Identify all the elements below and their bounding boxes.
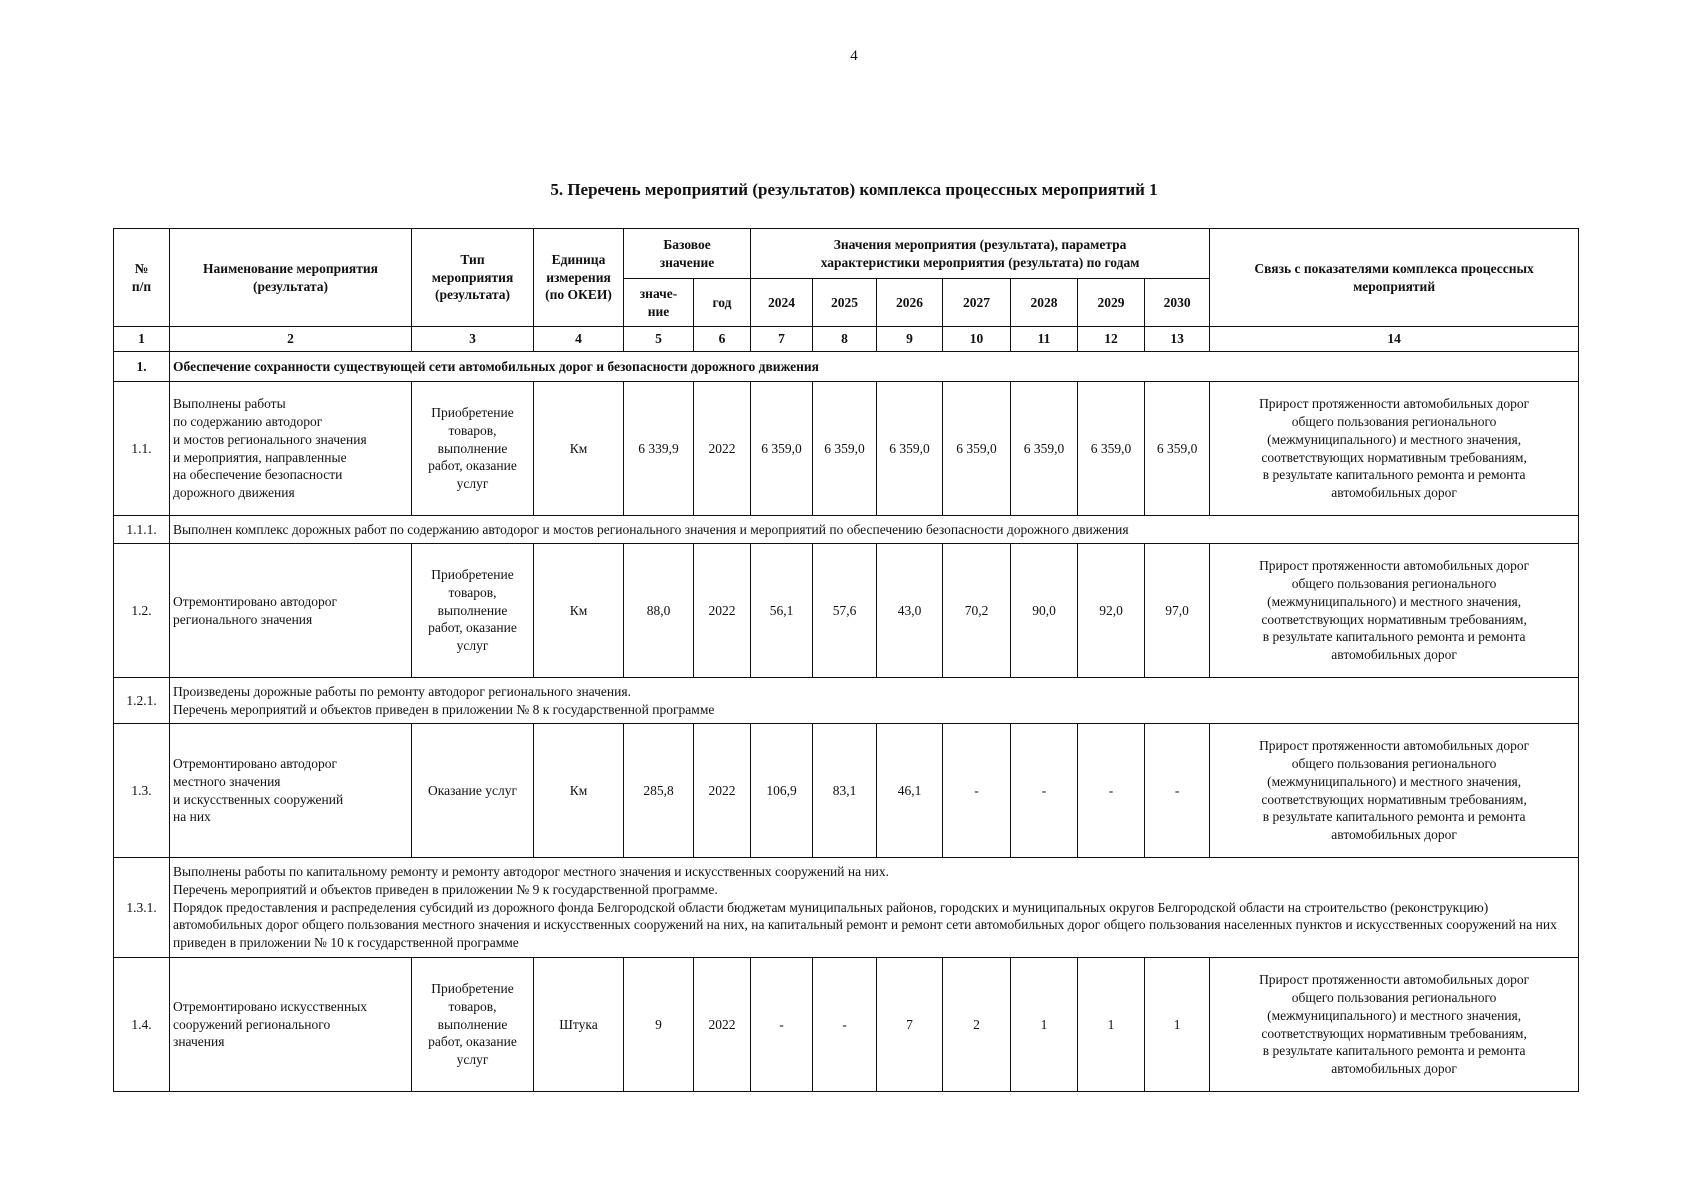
- sub-row-num: 1.3.1.: [114, 858, 170, 958]
- column-number: 1: [114, 327, 170, 352]
- row-value: -: [943, 724, 1011, 858]
- row-num: 1.4.: [114, 958, 170, 1092]
- column-numbers-row: [114, 327, 1579, 352]
- row-unit: Км: [534, 544, 624, 678]
- header-name: Наименование мероприятия (результата): [170, 229, 412, 327]
- row-base-year: 2022: [694, 382, 751, 516]
- row-value: 97,0: [1145, 544, 1210, 678]
- row-base-year: 2022: [694, 958, 751, 1092]
- table-row: [114, 544, 1579, 678]
- header-year: 2024: [751, 279, 813, 327]
- header-year: 2028: [1011, 279, 1078, 327]
- row-num: 1.1.: [114, 382, 170, 516]
- row-value: 83,1: [813, 724, 877, 858]
- header-year: 2025: [813, 279, 877, 327]
- events-table: [113, 228, 1579, 1092]
- header-base: Базовое значение: [624, 229, 751, 279]
- row-base-year: 2022: [694, 724, 751, 858]
- row-base-value: 6 339,9: [624, 382, 694, 516]
- row-value: -: [813, 958, 877, 1092]
- row-num: 1.2.: [114, 544, 170, 678]
- row-value: -: [751, 958, 813, 1092]
- row-value: 106,9: [751, 724, 813, 858]
- row-name: Отремонтировано автодорог регионального значения: [170, 544, 412, 678]
- row-value: 43,0: [877, 544, 943, 678]
- row-value: -: [1011, 724, 1078, 858]
- header-base-value: значе- ние: [624, 279, 694, 327]
- row-value: -: [1145, 724, 1210, 858]
- column-number: 11: [1011, 327, 1078, 352]
- row-value: 56,1: [751, 544, 813, 678]
- row-unit: Км: [534, 724, 624, 858]
- row-value: 1: [1145, 958, 1210, 1092]
- column-number: 13: [1145, 327, 1210, 352]
- header-year: 2026: [877, 279, 943, 327]
- row-value: 6 359,0: [1145, 382, 1210, 516]
- sub-row-text: Выполнены работы по капитальному ремонту и ремонту автодорог местного значения и искусственных сооружений на них. Перечень мероприятий и объектов приведен в приложении № 9 к государственной программе. Порядок предоставления и распределения субсидий из дорожного фонда Белгородской области бюджетам муниципальных районов, городских и муниципальных округов Белгородской области на строительство (реконструкцию) автомобильных дорог общего пользования местного значения и искусственных сооружений на них, на капитальный ремонт и ремонт сети автомобильных дорог общего пользования населенных пунктов и искусственных сооружений на них приведен в приложении № 10 к государственной программе: [170, 858, 1579, 958]
- header-year: 2029: [1078, 279, 1145, 327]
- document-title: 5. Перечень мероприятий (результатов) комплекса процессных мероприятий 1: [550, 180, 1158, 199]
- row-value: 46,1: [877, 724, 943, 858]
- header-base-year: год: [694, 279, 751, 327]
- table-row: [114, 724, 1579, 858]
- column-number: 3: [412, 327, 534, 352]
- row-base-value: 285,8: [624, 724, 694, 858]
- column-number: 14: [1210, 327, 1579, 352]
- row-value: 92,0: [1078, 544, 1145, 678]
- row-value: 2: [943, 958, 1011, 1092]
- header-link: Связь с показателями комплекса процессных мероприятий: [1210, 229, 1579, 327]
- row-base-value: 9: [624, 958, 694, 1092]
- column-number: 7: [751, 327, 813, 352]
- column-number: 12: [1078, 327, 1145, 352]
- row-link: Прирост протяженности автомобильных дорог общего пользования регионального (межмуниципального) и местного значения, соответствующих нормативным требованиям, в результате капитального ремонта и ремонта автомобильных дорог: [1210, 958, 1579, 1092]
- row-num: 1.3.: [114, 724, 170, 858]
- row-value: 1: [1078, 958, 1145, 1092]
- sub-row-text: Произведены дорожные работы по ремонту автодорог регионального значения. Перечень мероприятий и объектов приведен в приложении № 8 к государственной программе: [170, 678, 1579, 724]
- row-link: Прирост протяженности автомобильных дорог общего пользования регионального (межмуниципального) и местного значения, соответствующих нормативным требованиям, в результате капитального ремонта и ремонта автомобильных дорог: [1210, 544, 1579, 678]
- column-number: 4: [534, 327, 624, 352]
- column-number: 6: [694, 327, 751, 352]
- row-value: 6 359,0: [813, 382, 877, 516]
- row-type: Приобретение товаров, выполнение работ, оказание услуг: [412, 544, 534, 678]
- sub-row-text: Выполнен комплекс дорожных работ по содержанию автодорог и мостов регионального значения и мероприятий по обеспечению безопасности дорожного движения: [170, 516, 1579, 544]
- header-unit: Единица измерения (по ОКЕИ): [534, 229, 624, 327]
- row-link: Прирост протяженности автомобильных дорог общего пользования регионального (межмуниципального) и местного значения, соответствующих нормативным требованиям, в результате капитального ремонта и ремонта автомобильных дорог: [1210, 724, 1579, 858]
- row-value: 6 359,0: [943, 382, 1011, 516]
- column-number: 9: [877, 327, 943, 352]
- section-num: 1.: [114, 352, 170, 382]
- section-title: Обеспечение сохранности существующей сети автомобильных дорог и безопасности дорожного движения: [170, 352, 1579, 382]
- row-value: 6 359,0: [1011, 382, 1078, 516]
- sub-row: [114, 516, 1579, 544]
- row-link: Прирост протяженности автомобильных дорог общего пользования регионального (межмуниципального) и местного значения, соответствующих нормативным требованиям, в результате капитального ремонта и ремонта автомобильных дорог: [1210, 382, 1579, 516]
- row-unit: Км: [534, 382, 624, 516]
- sub-row: [114, 858, 1579, 958]
- row-value: -: [1078, 724, 1145, 858]
- row-value: 6 359,0: [1078, 382, 1145, 516]
- column-number: 10: [943, 327, 1011, 352]
- row-base-year: 2022: [694, 544, 751, 678]
- row-name: Отремонтировано искусственных сооружений регионального значения: [170, 958, 412, 1092]
- sub-row: [114, 678, 1579, 724]
- row-value: 57,6: [813, 544, 877, 678]
- row-value: 7: [877, 958, 943, 1092]
- section-row: [114, 352, 1579, 382]
- column-number: 8: [813, 327, 877, 352]
- row-type: Приобретение товаров, выполнение работ, оказание услуг: [412, 382, 534, 516]
- header-year: 2030: [1145, 279, 1210, 327]
- row-value: 6 359,0: [877, 382, 943, 516]
- table-row: [114, 382, 1579, 516]
- row-value: 6 359,0: [751, 382, 813, 516]
- header-num: № п/п: [114, 229, 170, 327]
- row-base-value: 88,0: [624, 544, 694, 678]
- header-values-by-year: Значения мероприятия (результата), параметра характеристики мероприятия (результата) по годам: [751, 229, 1210, 279]
- sub-row-num: 1.2.1.: [114, 678, 170, 724]
- row-type: Приобретение товаров, выполнение работ, оказание услуг: [412, 958, 534, 1092]
- table-row: [114, 958, 1579, 1092]
- header-type: Тип мероприятия (результата): [412, 229, 534, 327]
- row-unit: Штука: [534, 958, 624, 1092]
- page-number: 4: [850, 48, 858, 64]
- header-year: 2027: [943, 279, 1011, 327]
- row-name: Выполнены работы по содержанию автодорог и мостов регионального значения и мероприятия, направленные на обеспечение безопасности дорожного движения: [170, 382, 412, 516]
- column-number: 2: [170, 327, 412, 352]
- row-type: Оказание услуг: [412, 724, 534, 858]
- column-number: 5: [624, 327, 694, 352]
- sub-row-num: 1.1.1.: [114, 516, 170, 544]
- row-value: 70,2: [943, 544, 1011, 678]
- row-value: 1: [1011, 958, 1078, 1092]
- row-value: 90,0: [1011, 544, 1078, 678]
- row-name: Отремонтировано автодорог местного значения и искусственных сооружений на них: [170, 724, 412, 858]
